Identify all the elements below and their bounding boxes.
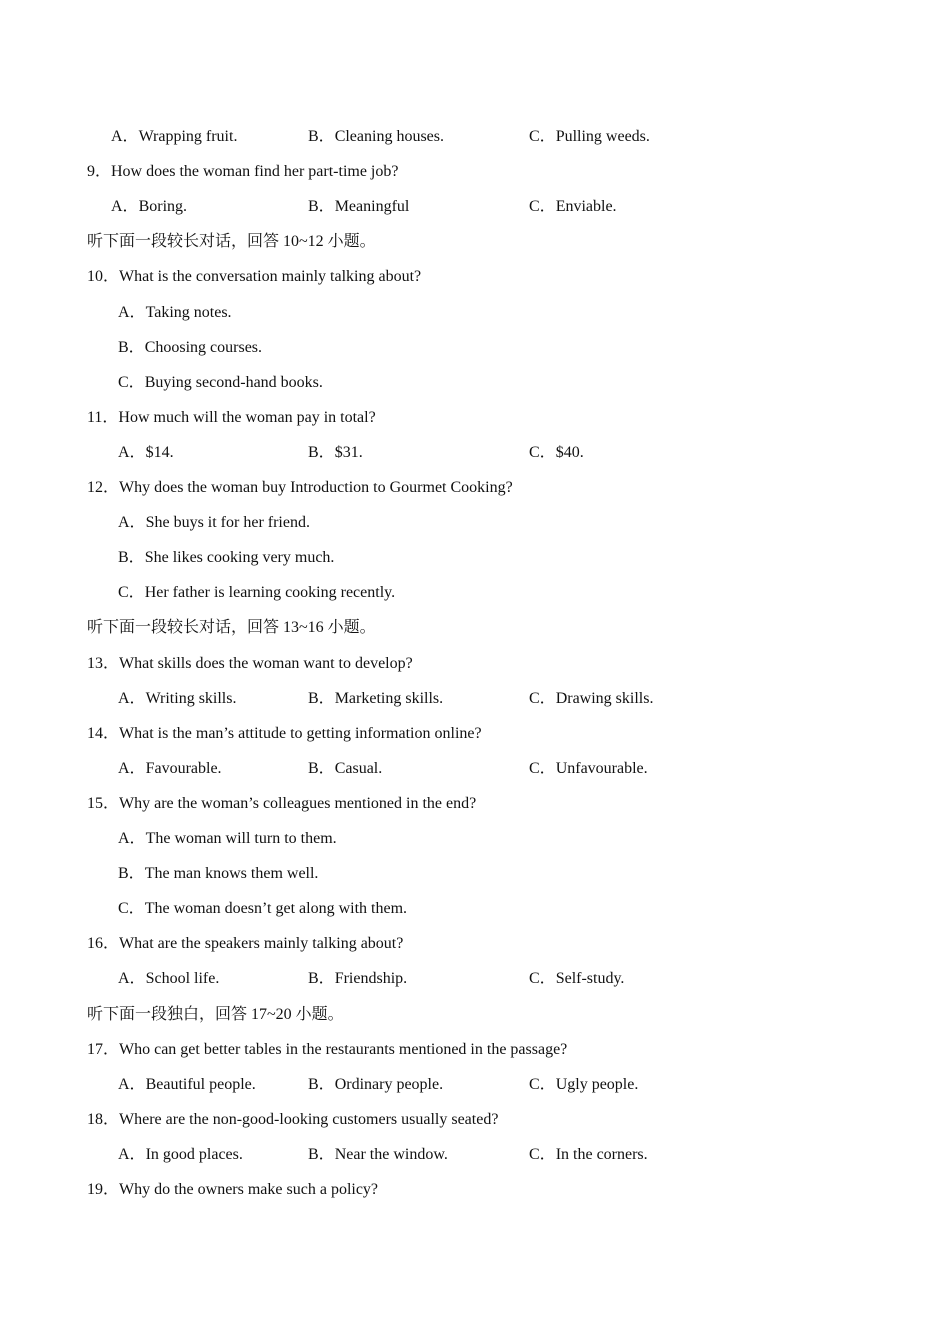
option-letter: B． — [308, 198, 335, 216]
option-line — [0, 512, 950, 534]
option-text: Wrapping fruit. — [138, 128, 238, 145]
option-text: Meaningful — [334, 198, 410, 216]
answer-option — [118, 442, 174, 464]
answer-option — [308, 196, 409, 218]
option-text: Drawing skills. — [555, 689, 654, 707]
answer-option — [308, 442, 363, 464]
option-text: Favourable. — [145, 759, 222, 777]
option-letter: C． — [118, 584, 145, 602]
option-line — [0, 828, 950, 850]
option-letter: A． — [111, 198, 139, 216]
answer-option — [529, 758, 648, 780]
answer-option — [118, 582, 395, 604]
option-line — [0, 302, 950, 324]
option-line — [0, 337, 950, 359]
question-text: 9．How does the woman find her part-time job? — [87, 163, 399, 181]
option-letter: B． — [308, 443, 335, 461]
option-text: The woman will turn to them. — [145, 830, 337, 847]
option-line — [0, 547, 950, 569]
question-text: 13．What skills does the woman want to develop? — [87, 654, 413, 672]
section-instruction — [0, 1004, 950, 1026]
options-row — [0, 126, 950, 148]
answer-option — [529, 688, 653, 710]
option-letter: B． — [308, 1075, 335, 1093]
option-text: Boring. — [138, 198, 188, 216]
option-letter: A． — [118, 443, 146, 461]
option-text: Her father is learning cooking recently. — [144, 584, 396, 602]
answer-option — [118, 1144, 243, 1166]
option-text: She likes cooking very much. — [144, 549, 335, 567]
option-text: Taking notes. — [145, 303, 232, 321]
option-text: Marketing skills. — [334, 689, 444, 707]
question-line — [0, 793, 950, 815]
question-line — [0, 407, 950, 429]
options-row — [0, 688, 950, 710]
question-line — [0, 477, 950, 499]
section-instruction — [0, 231, 950, 253]
answer-option — [118, 302, 232, 324]
answer-option — [118, 1074, 256, 1096]
option-letter: A． — [118, 514, 146, 532]
options-row — [0, 442, 950, 464]
answer-option — [111, 196, 187, 218]
option-text: Choosing courses. — [144, 338, 263, 356]
option-line — [0, 372, 950, 394]
options-row — [0, 758, 950, 780]
answer-option — [308, 688, 443, 710]
options-row — [0, 1144, 950, 1166]
option-letter: C． — [529, 443, 556, 461]
question-line — [0, 653, 950, 675]
option-letter: A． — [118, 689, 146, 707]
options-row — [0, 1074, 950, 1096]
question-text: 10．What is the conversation mainly talking about? — [87, 268, 422, 286]
question-text: 12．Why does the woman buy Introduction to Gourmet Cooking? — [87, 479, 513, 496]
answer-option — [529, 968, 624, 990]
option-text: The man knows them well. — [144, 865, 319, 883]
option-letter: B． — [118, 549, 145, 567]
option-letter: B． — [118, 338, 145, 356]
option-text: Enviable. — [555, 198, 617, 216]
option-letter: B． — [118, 865, 145, 883]
question-text: 19．Why do the owners make such a policy? — [87, 1181, 379, 1198]
answer-option — [308, 968, 407, 990]
section-instruction — [0, 617, 950, 639]
option-text: Buying second-hand books. — [144, 373, 323, 391]
option-text: Casual. — [334, 759, 383, 777]
option-letter: C． — [529, 759, 556, 777]
option-text: $31. — [334, 443, 363, 461]
option-text: School life. — [145, 970, 220, 988]
answer-option — [118, 337, 262, 359]
option-text: Writing skills. — [145, 689, 237, 707]
option-line — [0, 898, 950, 920]
section-text: 听下面一段较长对话，回答 10~12 小题。 — [87, 233, 376, 251]
section-text: 听下面一段较长对话，回答 13~16 小题。 — [87, 619, 376, 637]
answer-option — [118, 758, 222, 780]
answer-option — [118, 968, 219, 990]
answer-option — [529, 442, 584, 464]
answer-option — [118, 512, 310, 534]
option-letter: A． — [111, 128, 139, 145]
option-letter: C． — [529, 970, 556, 988]
option-letter: C． — [529, 198, 556, 216]
option-line — [0, 863, 950, 885]
option-text: Self-study. — [555, 970, 625, 988]
option-letter: C． — [529, 1075, 556, 1093]
answer-option — [118, 372, 323, 394]
question-text: 15．Why are the woman’s colleagues mentioned in the end? — [87, 794, 477, 812]
answer-option — [111, 126, 237, 148]
option-text: Ugly people. — [555, 1075, 639, 1093]
option-text: Near the window. — [334, 1145, 448, 1163]
option-text: Unfavourable. — [555, 759, 648, 777]
option-letter: A． — [118, 970, 146, 988]
answer-option — [529, 196, 617, 218]
answer-option — [308, 1144, 448, 1166]
answer-option — [118, 688, 236, 710]
option-letter: A． — [118, 759, 146, 777]
question-line — [0, 723, 950, 745]
option-text: $14. — [145, 443, 174, 461]
answer-option — [118, 863, 318, 885]
answer-option — [529, 1144, 648, 1166]
option-letter: C． — [529, 689, 556, 707]
answer-option — [118, 828, 337, 850]
answer-option — [529, 126, 650, 148]
option-letter: C． — [118, 900, 145, 918]
question-line — [0, 933, 950, 955]
question-text: 11．How much will the woman pay in total? — [87, 408, 376, 426]
option-text: Ordinary people. — [334, 1075, 444, 1093]
question-text: 16．What are the speakers mainly talking about? — [87, 935, 404, 953]
option-text: She buys it for her friend. — [145, 514, 310, 532]
answer-option — [308, 126, 444, 148]
question-text: 18．Where are the non-good-looking customers usually seated? — [87, 1110, 499, 1128]
option-text: Pulling weeds. — [555, 128, 650, 145]
question-text: 17．Who can get better tables in the restaurants mentioned in the passage? — [87, 1040, 568, 1058]
option-text: Friendship. — [334, 970, 408, 988]
answer-option — [308, 1074, 443, 1096]
option-letter: B． — [308, 1145, 335, 1163]
question-line — [0, 1179, 950, 1201]
option-letter: C． — [529, 128, 556, 145]
answer-option — [529, 1074, 638, 1096]
section-text: 听下面一段独白，回答 17~20 小题。 — [87, 1005, 344, 1023]
answer-option — [308, 758, 382, 780]
options-row — [0, 968, 950, 990]
option-letter: C． — [118, 373, 145, 391]
question-line — [0, 1039, 950, 1061]
option-letter: B． — [308, 689, 335, 707]
question-line — [0, 161, 950, 183]
option-letter: A． — [118, 1075, 146, 1093]
answer-option — [118, 547, 334, 569]
option-letter: A． — [118, 830, 146, 847]
answer-option — [118, 898, 407, 920]
option-text: $40. — [555, 443, 584, 461]
options-row — [0, 196, 950, 218]
option-text: The woman doesn’t get along with them. — [144, 900, 408, 918]
option-letter: B． — [308, 759, 335, 777]
option-text: Cleaning houses. — [334, 128, 445, 145]
option-letter: B． — [308, 970, 335, 988]
question-line — [0, 266, 950, 288]
question-line — [0, 1109, 950, 1131]
option-text: In the corners. — [555, 1145, 648, 1163]
option-letter: A． — [118, 303, 146, 321]
option-text: Beautiful people. — [145, 1075, 256, 1093]
option-letter: A． — [118, 1145, 146, 1163]
option-line — [0, 582, 950, 604]
option-letter: C． — [529, 1145, 556, 1163]
option-text: In good places. — [145, 1145, 243, 1163]
question-text: 14．What is the man’s attitude to getting information online? — [87, 724, 482, 742]
option-letter: B． — [308, 128, 335, 145]
